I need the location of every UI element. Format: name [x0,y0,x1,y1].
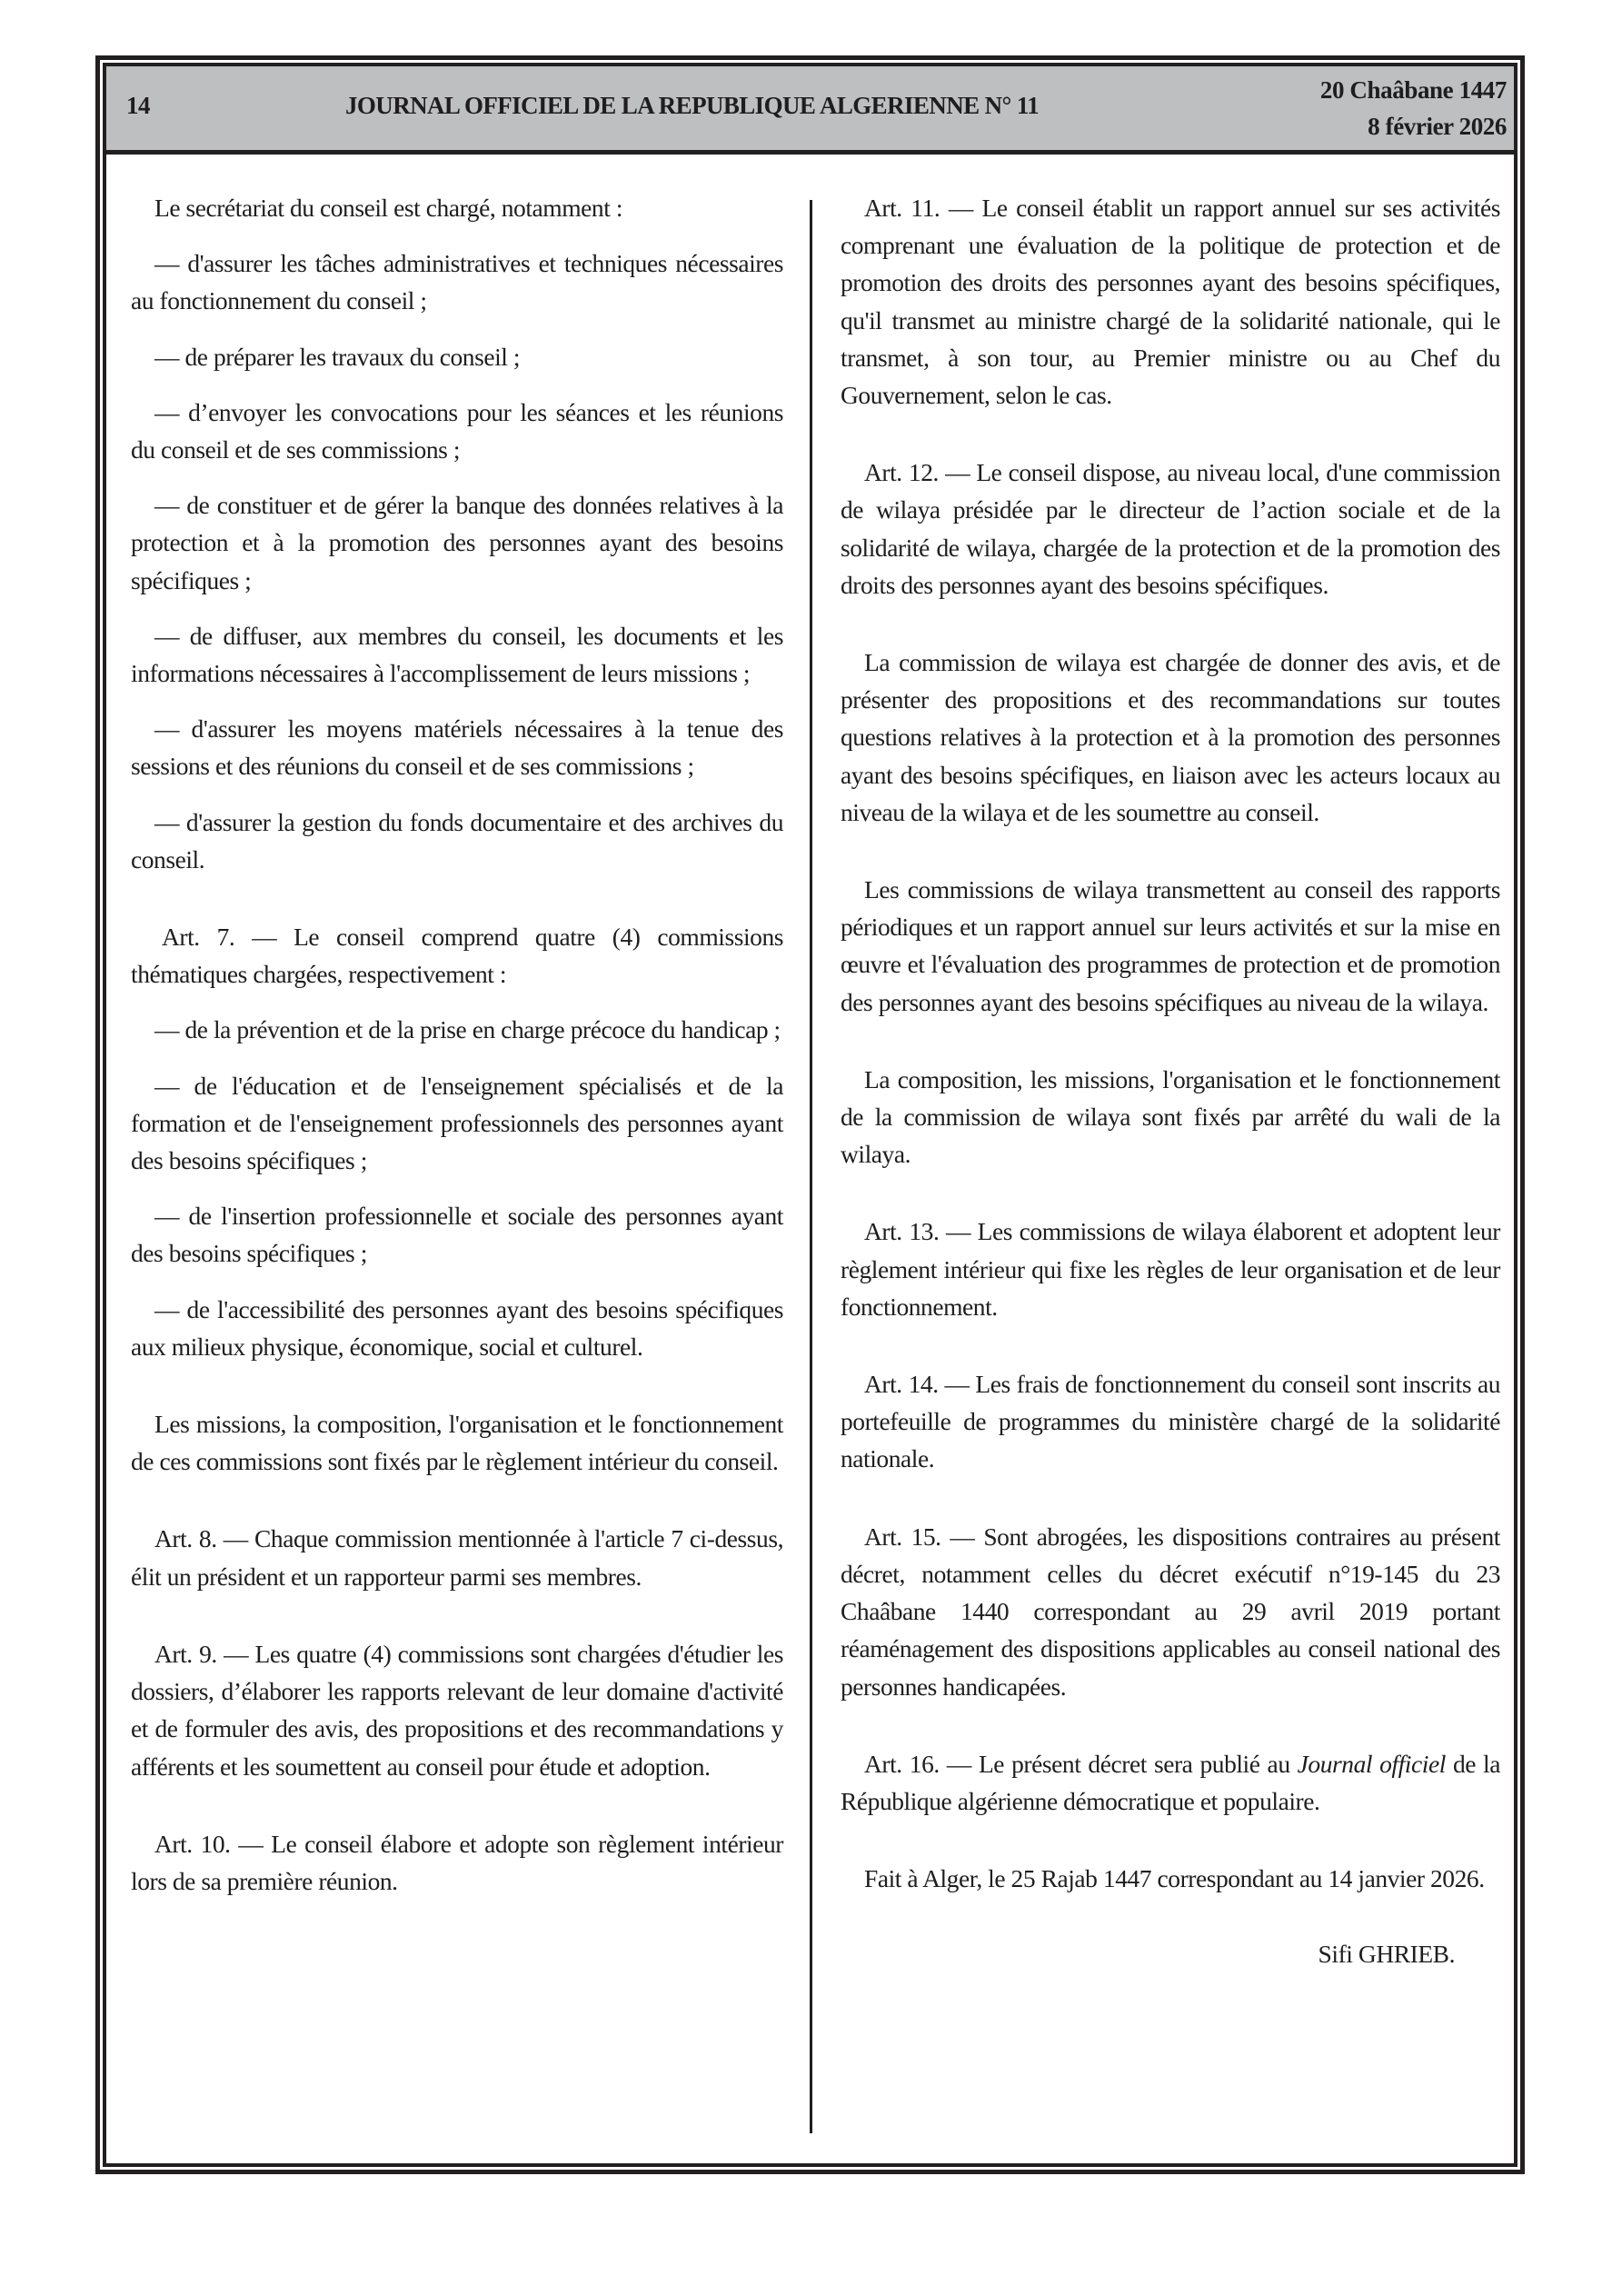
left-column [131,189,783,1900]
paragraph-composition: La composition, les missions, l'organisation et le fonctionnement de la commission de wilaya sont fixés par arrêté du wali de la wilaya. [841,1064,1500,1169]
journal-officiel-italic: Journal officiel [1297,1749,1446,1778]
column-divider [810,200,812,2133]
article-7: Art. 7. — Le conseil comprend quatre (4) commissions thématiques chargées, respectivement : [131,923,783,989]
list-item: — de l'éducation et de l'enseignement spécialisés et de la formation et de l'enseignement professionnels des personnes ayant des besoins spécifiques ; [131,1071,783,1175]
article-13: Art. 13. — Les commissions de wilaya élaborent et adoptent leur règlement intérieur qui fixe les règles de leur organisation et de leur fonctionnement. [841,1217,1500,1321]
list-item: — de diffuser, aux membres du conseil, les documents et les informations nécessaires à l'accomplissement de leurs missions ; [131,621,783,688]
signature: Sifi GHRIEB. [1318,1940,1455,1969]
article-9: Art. 9. — Les quatre (4) commissions sont chargées d'étudier les dossiers, d’élaborer les rapports relevant de leur domaine d'activité et de formuler des avis, des propositions et des recommandations y afférents et les soumettent au conseil pour étude et adoption. [131,1639,783,1781]
paragraph-commissions: Les missions, la composition, l'organisation et le fonctionnement de ces commissions sont fixés par le règlement intérieur du conseil. [131,1410,783,1476]
list-item: — d'assurer la gestion du fonds documentaire et des archives du conseil. [131,807,783,873]
article-12: Art. 12. — Le conseil dispose, au niveau local, d'une commission de wilaya présidée par le directeur de l’action sociale et de la solidarité de wilaya, chargée de la protection et de la promotion des droits des personnes ayant des besoins spécifiques. [841,458,1500,599]
list-item: — d'assurer les tâches administratives et techniques nécessaires au fonctionnement du conseil ; [131,249,783,315]
article-14: Art. 14. — Les frais de fonctionnement du conseil sont inscrits au portefeuille de programmes du ministère chargé de la solidarité nationale. [841,1370,1500,1473]
issue-date [1320,72,1507,145]
page-number: 14 [126,92,150,119]
article-16-text: Art. 16. — Le présent décret sera publié au [864,1749,1298,1778]
article-10: Art. 10. — Le conseil élabore et adopte son règlement intérieur lors de sa première réunion. [131,1829,783,1895]
article-15: Art. 15. — Sont abrogées, les dispositions contraires au présent décret, notamment celles du décret exécutif n°19-145 du 23 Chaâbane 1440 correspondant au 29 avril 2019 portant réaménagement des dispositions applicables au conseil national des personnes handicapées. [841,1522,1500,1701]
list-item: — de préparer les travaux du conseil ; [154,342,521,371]
journal-header [106,66,1514,155]
list-item: — de l'accessibilité des personnes ayant des besoins spécifiques aux milieux physique, économique, social et culturel. [131,1294,783,1361]
date-hijri: 20 Chaâbane 1447 [1319,76,1507,104]
date-gregorian: 8 février 2026 [1368,113,1507,140]
closing-date: Fait à Alger, le 25 Rajab 1447 correspondant au 14 janvier 2026. [864,1864,1485,1893]
article-16-text-end: de la République algérienne démocratique et populaire. [841,1749,1500,1815]
article-16 [841,1745,1500,1820]
article-11: Art. 11. — Le conseil établit un rapport annuel sur ses activités comprenant une évaluation de la politique de protection et de promotion des droits des personnes ayant des besoins spécifiques, qu'il transmet au ministre chargé de la solidarité nationale, qui le transmet, à son tour, au Premier ministre ou au Chef du Gouvernement, selon le cas. [841,194,1500,410]
list-item: — de l'insertion professionnelle et sociale des personnes ayant des besoins spécifiques ; [131,1202,783,1268]
right-column [841,189,1500,1973]
list-item: — de la prévention et de la prise en charge précoce du handicap ; [154,1015,781,1044]
paragraph-commissions-reports: Les commissions de wilaya transmettent au conseil des rapports périodiques et un rapport annuel sur leurs activités et sur la mise en œuvre et l'évaluation des programmes de protection et de promotion des personnes ayant des besoins spécifiques au niveau de la wilaya. [841,875,1500,1016]
list-item: — de constituer et de gérer la banque des données relatives à la protection et à la promotion des personnes ayant des besoins spécifiques ; [131,491,783,594]
article-8: Art. 8. — Chaque commission mentionnée à l'article 7 ci-dessus, élit un président et un rapporteur parmi ses membres. [131,1524,783,1591]
paragraph-commission-wilaya: La commission de wilaya est chargée de donner des avis, et de présenter des propositions et des recommandations sur toutes questions relatives à la protection et à la promotion des personnes ayant des besoins spécifiques, en liaison avec les acteurs locaux au niveau de la wilaya et de les soumettre au conseil. [841,648,1500,826]
list-item: — d'assurer les moyens matériels nécessaires à la tenue des sessions et des réunions du conseil et de ses commissions ; [131,714,783,781]
journal-title: JOURNAL OFFICIEL DE LA REPUBLIQUE ALGERIENNE N° 11 [345,92,1040,119]
list-item: — d’envoyer les convocations pour les séances et les réunions du conseil et de ses commissions ; [131,397,783,464]
paragraph-secretariat-intro: Le secrétariat du conseil est chargé, notamment : [154,194,623,222]
